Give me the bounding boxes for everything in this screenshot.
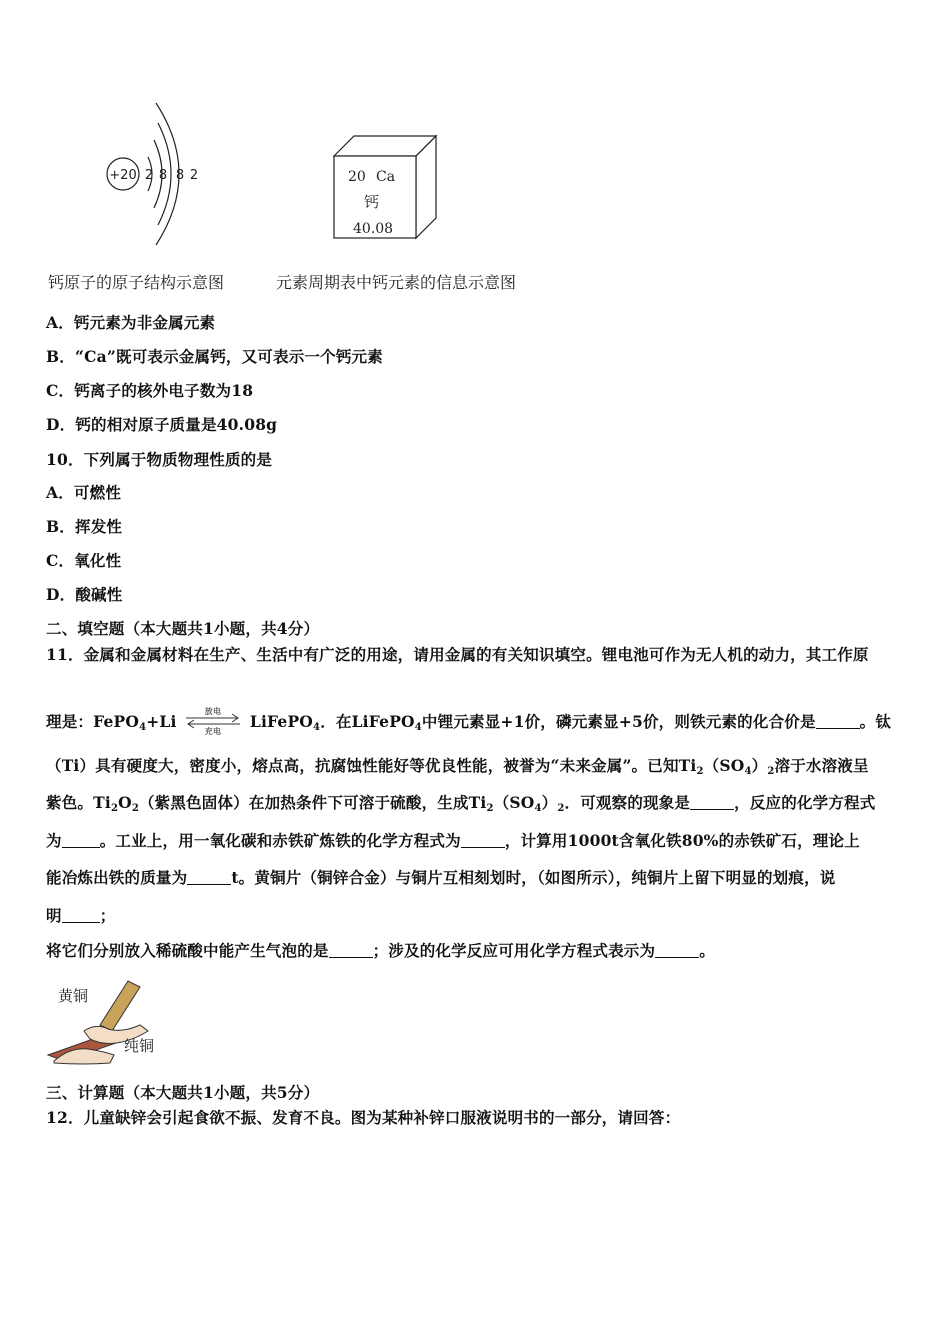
- section-3-heading: 三、计算题（本大题共1小题，共5分）: [46, 1083, 320, 1102]
- q9-option-a: A．钙元素为非金属元素: [46, 313, 216, 332]
- atom-diagram-caption: 钙原子的原子结构示意图: [48, 273, 225, 292]
- reaction-arrow: [182, 705, 244, 735]
- atomic-mass: 40.08: [353, 221, 394, 237]
- brass-copper-scratch-figure: [44, 973, 164, 1065]
- q10-option-a: A．可燃性: [46, 483, 122, 502]
- q9-option-d: D．钙的相对原子质量是40.08g: [46, 415, 278, 434]
- q10-option-d: D．酸碱性: [46, 585, 123, 604]
- q11-line-8: 将它们分别放入稀硫酸中能产生气泡的是 ；涉及的化学反应可用化学方程式表示为 。: [46, 941, 715, 960]
- element-card-diagram: [330, 132, 440, 242]
- answer-blank[interactable]: [62, 835, 100, 848]
- q11-line-5: 为 。工业上，用一氧化碳和赤铁矿炼铁的化学方程式为 ，计算用1000t含氧化铁80%的赤铁矿石，理论上: [46, 831, 860, 850]
- atomic-number: 20: [348, 169, 366, 185]
- q11-line-4: 紫色。Ti2O2（紫黑色固体）在加热条件下可溶于硫酸，生成Ti2（SO4）2．可观察的现象是 ，反应的化学方程式: [46, 793, 876, 814]
- q12-stem: 12．儿童缺锌会引起食欲不振、发育不良。图为某种补锌口服液说明书的一部分，请回答：: [46, 1108, 681, 1127]
- shell-3-electrons: 8: [175, 168, 185, 183]
- answer-blank[interactable]: [816, 716, 860, 729]
- answer-blank[interactable]: [655, 945, 699, 958]
- atom-structure-diagram: [96, 95, 216, 250]
- nucleus-charge: +20: [109, 168, 137, 183]
- answer-blank[interactable]: [461, 835, 505, 848]
- q10-option-b: B．挥发性: [46, 517, 123, 536]
- q10-stem: 10．下列属于物质物理性质的是: [46, 450, 273, 469]
- q11-line-2: 理是：FePO4+Li 放电 充电 LiFePO4．在LiFePO4中锂元素显+1价，磷元素显+5价，则铁元素的化合价是 。钛: [46, 707, 892, 735]
- answer-blank[interactable]: [329, 945, 373, 958]
- shell-1-electrons: 2: [144, 168, 154, 183]
- q11-line-3: （Ti）具有硬度大，密度小，熔点高，抗腐蚀性能好等优良性能，被誉为“未来金属”。已知Ti2（SO4）2溶于水溶液呈: [46, 756, 869, 777]
- element-symbol: Ca: [376, 169, 396, 185]
- q9-option-b: B．“Ca”既可表示金属钙，又可表示一个钙元素: [46, 347, 383, 366]
- answer-blank[interactable]: [62, 910, 100, 923]
- element-card-caption: 元素周期表中钙元素的信息示意图: [276, 273, 517, 292]
- q10-option-c: C．氧化性: [46, 551, 122, 570]
- pure-copper-label: 纯铜: [124, 1037, 155, 1055]
- q11-line-7: 明 ；: [46, 906, 116, 925]
- shell-4-electrons: 2: [189, 168, 199, 183]
- section-2-heading: 二、填空题（本大题共1小题，共4分）: [46, 619, 320, 638]
- brass-label: 黄铜: [58, 987, 89, 1005]
- element-name: 钙: [364, 193, 380, 211]
- shell-2-electrons: 8: [158, 168, 168, 183]
- q11-line-1: 11．金属和金属材料在生产、生活中有广泛的用途，请用金属的有关知识填空。锂电池可作为无人机的动力，其工作原: [46, 645, 869, 664]
- q11-line-6: 能冶炼出铁的质量为 t。黄铜片（铜锌合金）与铜片互相刻划时，（如图所示），纯铜片上留下明显的划痕，说: [46, 868, 836, 887]
- answer-blank[interactable]: [187, 872, 231, 885]
- q9-option-c: C．钙离子的核外电子数为18: [46, 381, 254, 400]
- arrow-label-discharge: 放电: [205, 707, 222, 716]
- arrow-label-charge: 充电: [205, 727, 222, 735]
- answer-blank[interactable]: [690, 797, 734, 810]
